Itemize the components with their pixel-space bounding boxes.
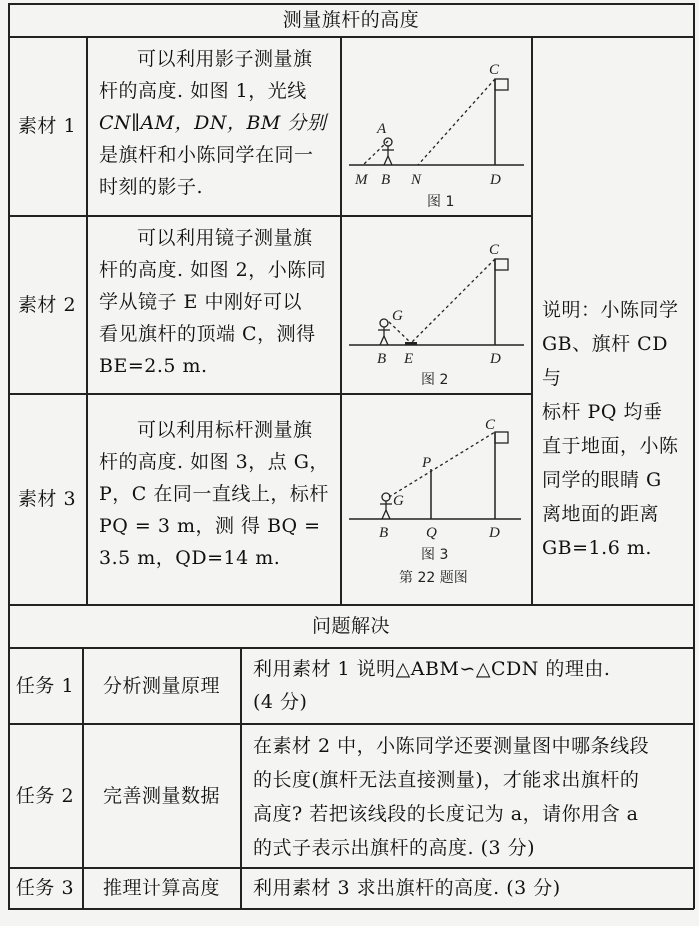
label-G: G <box>393 493 404 509</box>
text-line: 可以利用标杆测量旗 <box>137 419 313 441</box>
label-N: N <box>411 172 422 188</box>
person-figure <box>380 493 392 519</box>
material-1-label: 素材 1 <box>17 115 77 137</box>
label-G: G <box>392 308 403 324</box>
table-border-bottom <box>8 908 694 910</box>
label-D: D <box>490 351 501 367</box>
flag <box>495 432 508 443</box>
text-line: 可以利用影子测量旗 <box>137 48 313 70</box>
label-D: D <box>489 525 500 541</box>
text-line: 直于地面，小陈 <box>542 435 679 457</box>
label-Q: Q <box>426 525 437 541</box>
text-line: GB、旗杆 CD 与 <box>542 333 668 389</box>
material-1-text <box>87 37 340 215</box>
task-1-content <box>241 648 693 723</box>
task-3-content <box>241 868 693 908</box>
mirror <box>405 342 417 345</box>
problem-header: 问题解决 <box>311 615 390 637</box>
question-figure-caption: 第 22 题图 <box>399 570 468 586</box>
text-line: 利用素材 3 求出旗杆的高度. (3 分) <box>253 877 561 899</box>
figure-3 <box>341 394 531 604</box>
task-3-label: 任务 3 <box>15 877 75 899</box>
figure-caption: 图 3 <box>421 547 449 563</box>
material-2-text <box>87 216 340 393</box>
text-line: CN∥AM，DN，BM 分别 <box>99 112 327 134</box>
text-line: 同学的眼睛 G <box>542 469 662 491</box>
text-line: 3.5 m，QD=14 m. <box>99 547 281 569</box>
figure-2 <box>341 216 531 393</box>
text-line: 离地面的距离 <box>542 503 660 525</box>
text-line: (4 分) <box>253 691 308 713</box>
material-3-text <box>87 394 340 604</box>
label-C: C <box>485 417 496 433</box>
text-line: 标杆 PQ 均垂 <box>542 401 663 423</box>
task-1-name: 分析测量原理 <box>102 674 220 697</box>
text-line: 可以利用镜子测量旗 <box>137 227 313 249</box>
text-line: 的长度(旗杆无法直接测量)，才能求出旗杆的 <box>253 769 640 791</box>
ray-GE <box>389 322 411 343</box>
label-B: B <box>381 172 391 188</box>
label-C: C <box>489 62 500 78</box>
text-line: 杆的高度. 如图 3，点 G， <box>99 451 329 473</box>
task-1-label: 任务 1 <box>15 674 75 697</box>
text-line: 杆的高度. 如图 1，光线 <box>99 80 307 102</box>
sight-line-GPC <box>389 432 495 497</box>
text-line: 高度? 若把该线段的长度记为 a，请你用含 a <box>253 803 639 825</box>
ray-CN <box>418 79 495 165</box>
task-2-content <box>241 724 693 867</box>
table-border-right <box>693 3 695 909</box>
flag <box>495 79 508 90</box>
text-line: 是旗杆和小陈同学在同一 <box>99 144 314 166</box>
note-text <box>532 285 693 565</box>
text-line: P，C 在同一直线上，标杆 <box>99 483 329 505</box>
text-line: GB=1.6 m. <box>542 537 652 559</box>
material-2-label: 素材 2 <box>17 293 77 316</box>
person-figure <box>378 319 390 345</box>
ray-CE <box>411 259 495 343</box>
figure-1 <box>341 37 531 215</box>
figure-caption: 图 2 <box>421 372 449 388</box>
label-A: A <box>377 121 387 137</box>
text-line: 杆的高度. 如图 2，小陈同 <box>99 259 327 281</box>
task-3-name: 推理计算高度 <box>102 877 220 899</box>
task-2-name: 完善测量数据 <box>102 784 220 807</box>
label-D: D <box>490 172 501 188</box>
text-line: 学从镜子 E 中刚好可以 <box>99 291 302 313</box>
text-line: PQ = 3 m，测 得 BQ = <box>99 515 321 537</box>
label-M: M <box>355 172 368 188</box>
text-line: 利用素材 1 说明△ABM∽△CDN 的理由. <box>253 658 611 680</box>
label-B: B <box>377 351 387 367</box>
person-figure <box>382 138 394 165</box>
task-2-label: 任务 2 <box>15 784 75 807</box>
label-P: P <box>422 455 432 471</box>
label-E: E <box>404 351 414 367</box>
text-line: BE=2.5 m. <box>99 355 208 377</box>
text-line: 看见旗杆的顶端 C，测得 <box>99 323 316 345</box>
text-line: 在素材 2 中，小陈同学还要测量图中哪条线段 <box>253 735 650 757</box>
figure-caption: 图 1 <box>427 194 455 210</box>
flag <box>495 259 508 270</box>
page-title: 测量旗杆的高度 <box>282 9 420 31</box>
label-C: C <box>489 242 500 258</box>
material-3-label: 素材 3 <box>17 488 77 510</box>
text-line: 说明：小陈同学 <box>542 299 679 321</box>
label-B: B <box>379 525 389 541</box>
text-line: 的式子表示出旗杆的高度. (3 分) <box>253 837 536 859</box>
text-line: 时刻的影子. <box>99 176 204 198</box>
